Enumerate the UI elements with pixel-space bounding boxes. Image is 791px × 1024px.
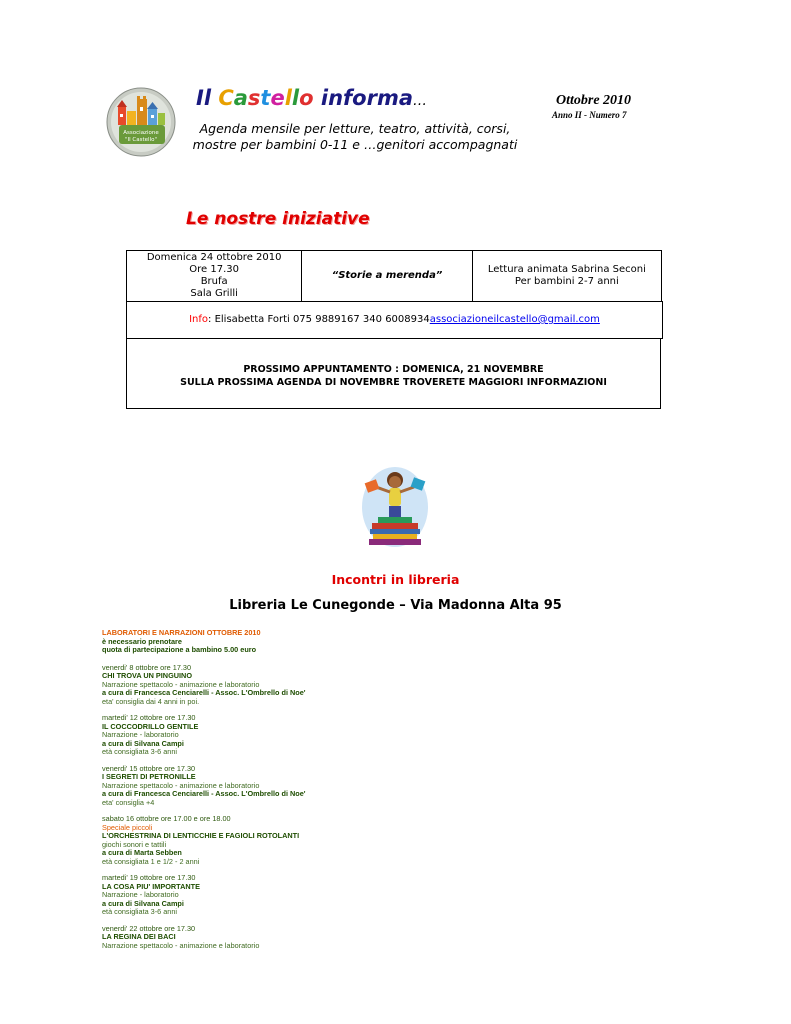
event-age: età consigliata 1 e 1/2 - 2 anni xyxy=(102,856,200,866)
title-part: s xyxy=(247,86,261,110)
event-date: venerdi' 15 ottobre ore 17.30 xyxy=(102,763,196,773)
event-title: CHI TROVA UN PINGUINO xyxy=(102,671,192,680)
program-list xyxy=(102,629,522,950)
event-title: LA COSA PIU' IMPORTANTE xyxy=(102,881,200,891)
event-subtitle: Narrazione spettacolo - animazione e laboratorio xyxy=(102,679,260,689)
event-when-cell xyxy=(127,251,302,301)
title-ellipsis: … xyxy=(413,93,427,109)
program-event xyxy=(102,925,522,951)
info-row xyxy=(126,301,663,339)
next-appointment-box xyxy=(126,339,661,409)
event-table xyxy=(126,250,662,302)
email-link[interactable]: associazioneilcastello@gmail.com xyxy=(429,314,600,325)
event-desc: Lettura animata Sabrina Seconi xyxy=(487,264,646,275)
event-venue: Sala Grilli xyxy=(190,288,238,299)
title-part: a xyxy=(233,86,248,110)
issue-number: Anno II - Numero 7 xyxy=(552,110,627,120)
event-curator: a cura di Francesca Cenciarelli - Assoc. L'Ombrello di Noe' xyxy=(102,789,306,798)
incontri-title: Incontri in libreria xyxy=(331,572,460,587)
event-title: IL COCCODRILLO GENTILE xyxy=(102,721,199,731)
event-title: “Storie a merenda” xyxy=(331,270,443,281)
newsletter-subtitle xyxy=(190,121,520,153)
event-place: Brufa xyxy=(200,276,228,287)
program-header: LABORATORI E NARRAZIONI OTTOBRE 2010 xyxy=(102,628,261,637)
event-age: età consigliata 3-6 anni xyxy=(102,747,178,756)
event-date: sabato 16 ottobre ore 17.00 e ore 18.00 xyxy=(102,814,231,823)
issue-month: Ottobre 2010 xyxy=(556,93,632,108)
event-audience: Per bambini 2-7 anni xyxy=(514,276,619,287)
newsletter-title xyxy=(196,86,427,110)
program-event xyxy=(102,765,522,808)
title-part: l xyxy=(291,86,300,110)
event-title: LA REGINA DEI BACI xyxy=(102,932,176,941)
next-appointment-line: SULLA PROSSIMA AGENDA DI NOVEMBRE TROVERETE MAGGIORI INFORMAZIONI xyxy=(180,376,607,388)
title-part: t xyxy=(260,86,271,110)
event-date: venerdi' 8 ottobre ore 17.30 xyxy=(102,662,192,672)
subtitle-line: Agenda mensile per letture, teatro, attività, corsi, xyxy=(199,121,511,136)
program-note: quota di partecipazione a bambino 5.00 euro xyxy=(102,645,257,654)
reading-girl-illustration xyxy=(360,465,430,549)
subtitle-line: mostre per bambini 0-11 e …genitori accompagnati xyxy=(192,137,518,152)
event-age: eta' consiglia dai 4 anni in poi. xyxy=(102,696,200,706)
event-subtitle: Narrazione - laboratorio xyxy=(102,890,179,899)
event-title: I SEGRETI DI PETRONILLE xyxy=(102,772,196,781)
info-label: Info xyxy=(189,314,209,325)
title-part: l xyxy=(284,86,292,110)
event-curator: a cura di Silvana Campi xyxy=(102,898,184,908)
event-curator: a cura di Marta Sebben xyxy=(102,848,182,857)
event-subtitle: giochi sonori e tattili xyxy=(102,839,167,849)
event-subtitle: Narrazione spettacolo - animazione e laboratorio xyxy=(102,940,260,950)
event-subtitle: Narrazione - laboratorio xyxy=(102,730,179,739)
bookshop-title: Libreria Le Cunegonde – Via Madonna Alta 95 xyxy=(229,598,562,613)
event-title-cell xyxy=(302,251,472,301)
event-desc-cell xyxy=(473,251,661,301)
title-part: o xyxy=(299,86,314,110)
event-special: Speciale piccoli xyxy=(102,822,153,832)
event-date: martedi' 19 ottobre ore 17.30 xyxy=(102,873,196,882)
event-date: martedi' 12 ottobre ore 17.30 xyxy=(102,713,196,722)
program-event xyxy=(102,874,522,917)
program-events xyxy=(102,664,522,951)
next-appointment-line: PROSSIMO APPUNTAMENTO : DOMENICA, 21 NOVEMBRE xyxy=(243,363,544,375)
title-part: Il xyxy=(196,86,219,110)
logo-text-line2: "Il Castello" xyxy=(125,137,157,143)
program-event xyxy=(102,664,522,707)
event-title: L'ORCHESTRINA DI LENTICCHIE E FAGIOLI ROTOLANTI xyxy=(102,831,300,840)
logo-text-line1: Associazione xyxy=(123,130,159,136)
event-subtitle: Narrazione spettacolo - animazione e laboratorio xyxy=(102,780,260,790)
event-date: Domenica 24 ottobre 2010 xyxy=(146,252,282,263)
title-part: informa xyxy=(313,86,413,110)
event-age: età consigliata 3-6 anni xyxy=(102,907,178,916)
section-title: Le nostre iniziative xyxy=(186,209,370,229)
title-part: e xyxy=(270,86,285,110)
program-event xyxy=(102,714,522,757)
event-curator: a cura di Francesca Cenciarelli - Assoc. L'Ombrello di Noe' xyxy=(102,688,306,697)
event-date: venerdi' 22 ottobre ore 17.30 xyxy=(102,923,196,933)
title-part: C xyxy=(218,86,234,110)
program-note: è necessario prenotare xyxy=(102,636,182,646)
event-curator: a cura di Silvana Campi xyxy=(102,738,184,748)
association-logo xyxy=(106,87,176,157)
info-contacts: : Elisabetta Forti 075 9889167 340 6008934 xyxy=(208,314,430,325)
event-age: eta' consiglia +4 xyxy=(102,797,155,807)
program-event xyxy=(102,815,522,866)
event-time: Ore 17.30 xyxy=(189,264,240,275)
